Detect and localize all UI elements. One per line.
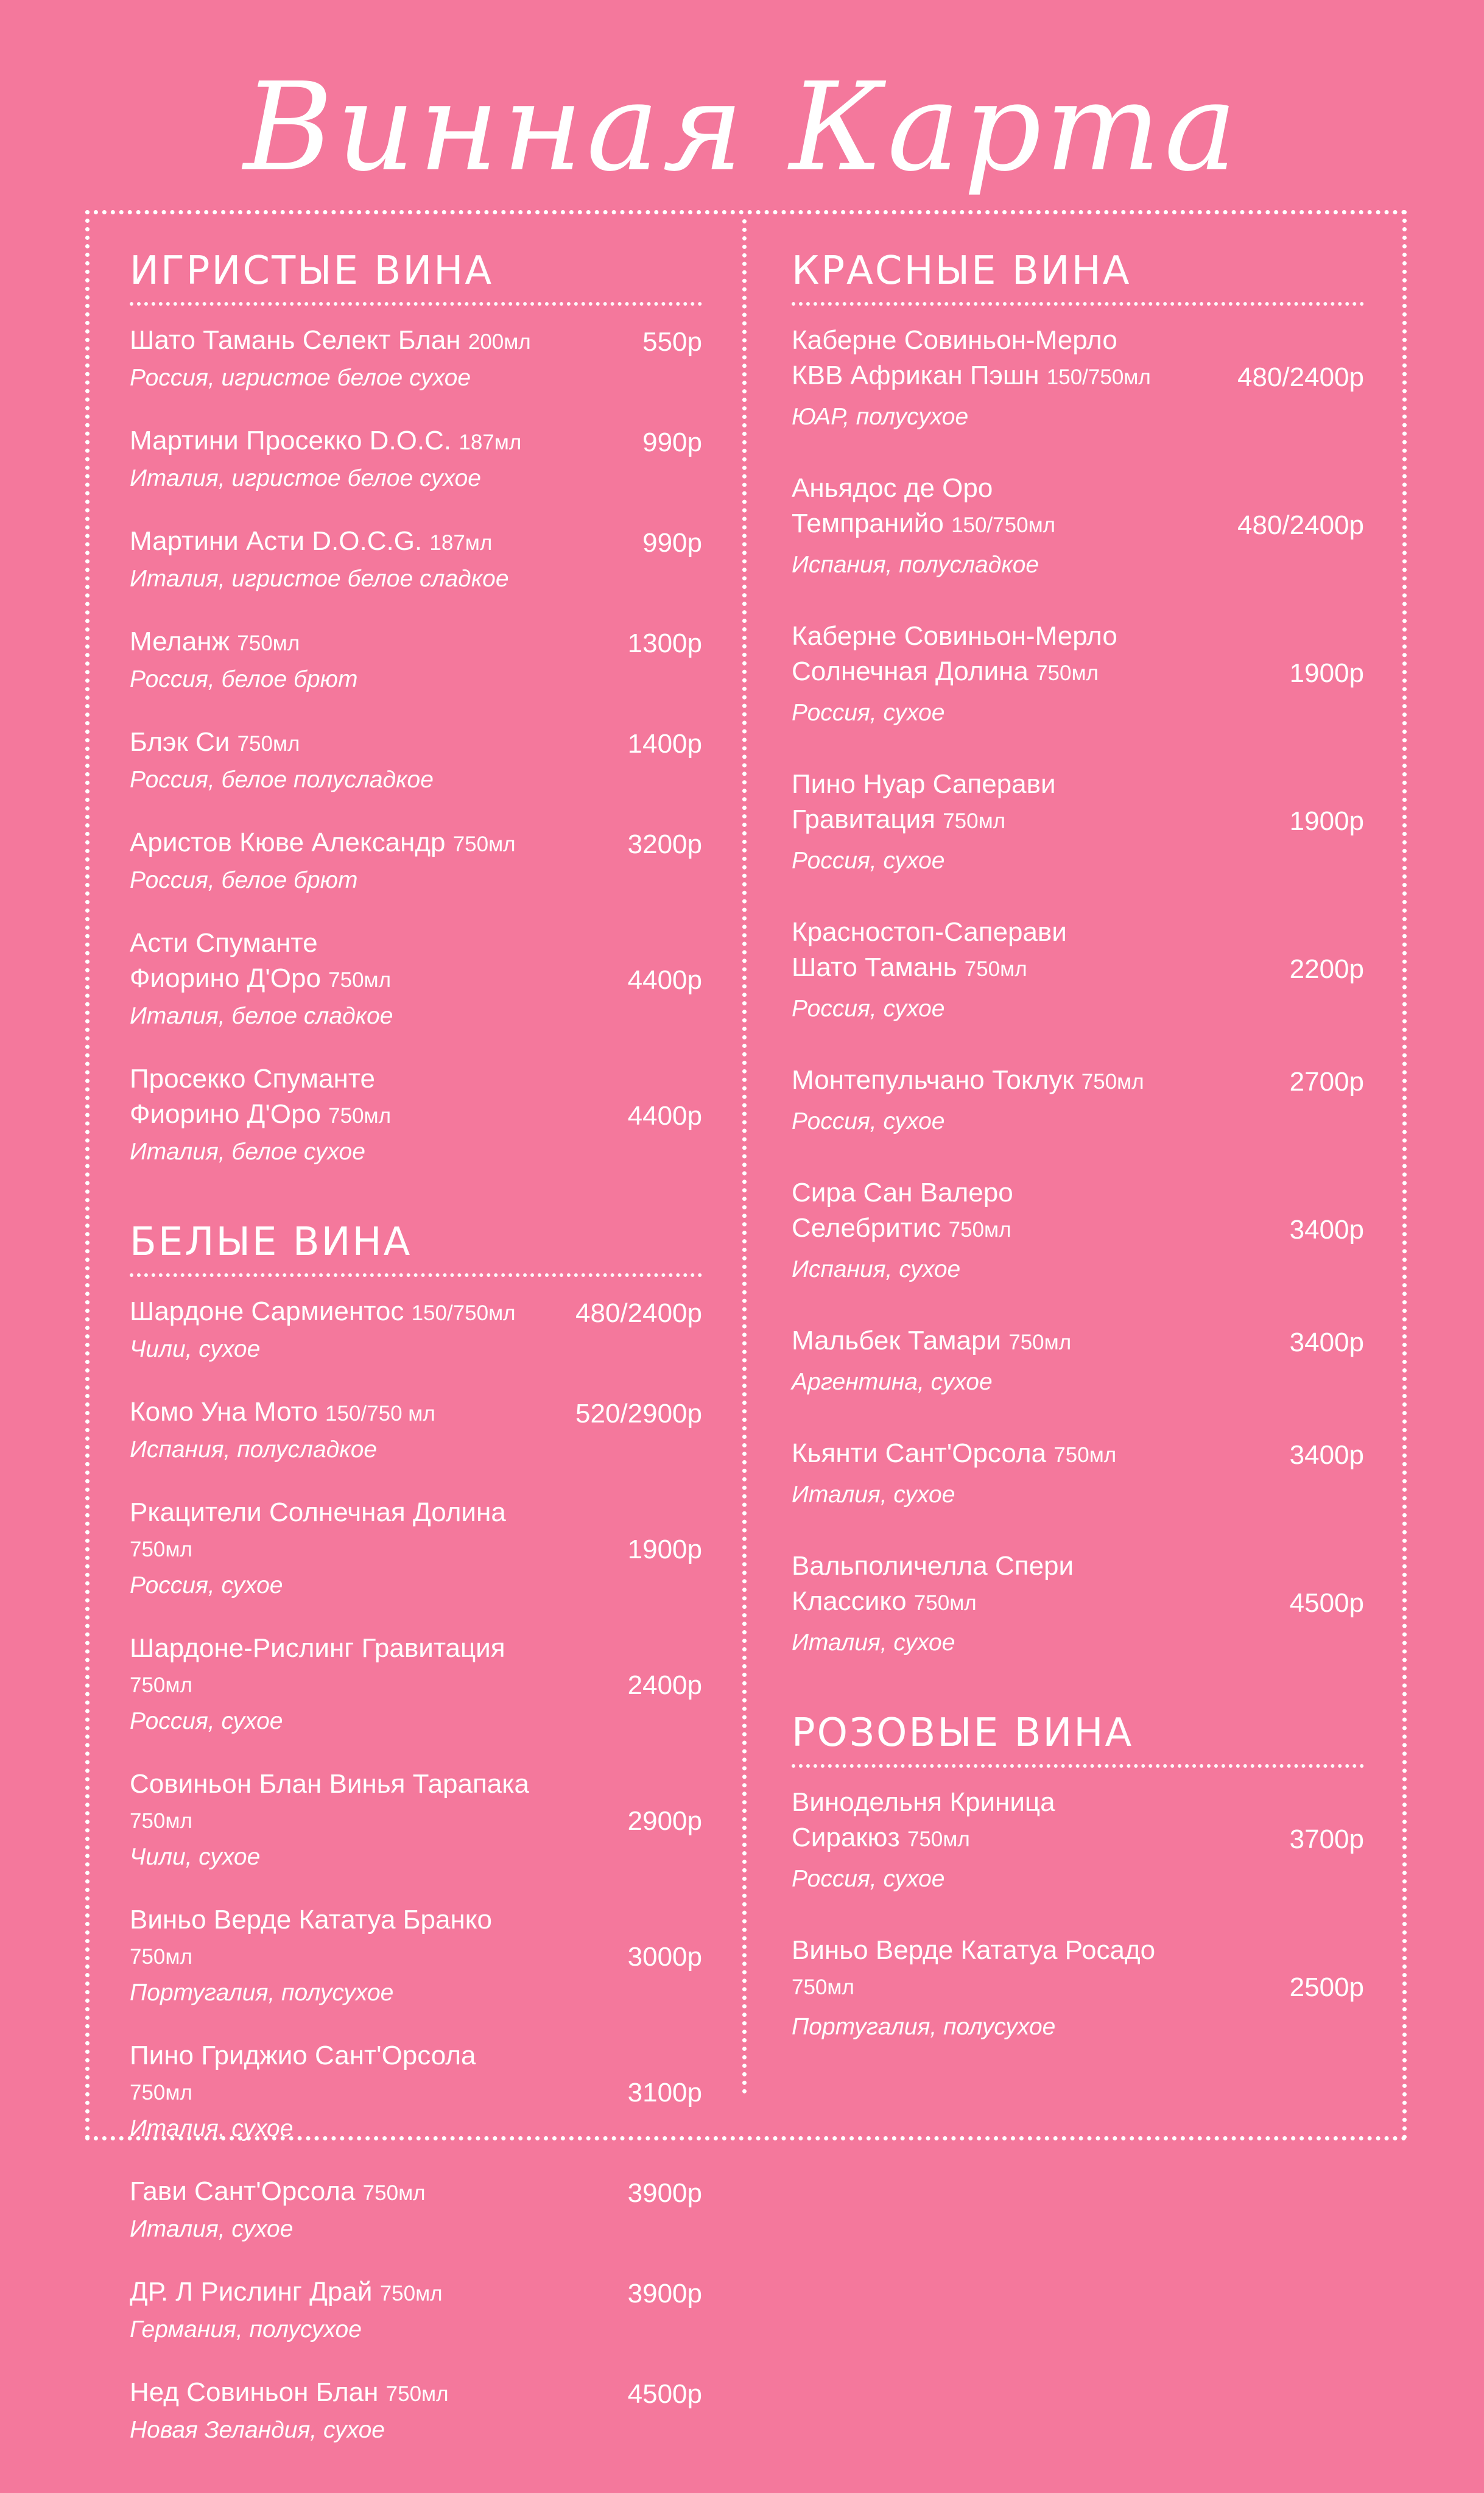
wine-price: 1300р	[627, 628, 702, 658]
wine-price: 3000р	[627, 1942, 702, 1972]
left-column	[130, 244, 702, 2493]
wine-volume: 750мл	[1081, 1070, 1144, 1094]
wine-origin: Италия, сухое	[130, 2216, 294, 2242]
wine-name-row	[130, 1631, 702, 1703]
wine-price: 3200р	[627, 829, 702, 859]
wine-name-line	[792, 1584, 1206, 1621]
wine-name-row	[792, 767, 1364, 839]
wine-volume: 750мл	[1008, 1331, 1072, 1354]
wine-name: Мартини Просекко D.O.C.	[130, 426, 452, 455]
wine-name: Блэк Си	[130, 727, 230, 757]
wine-name-line	[130, 1061, 544, 1097]
wine-name: Комо Уна Мото	[130, 1397, 318, 1427]
wine-name-row	[792, 1933, 1364, 2005]
wine-name-line	[130, 725, 544, 762]
section-title: БЕЛЫЕ ВИНА	[130, 1220, 412, 1265]
wine-origin: Аргентина, сухое	[792, 1369, 993, 1395]
wine-name: Виньо Верде Кататуа Росадо	[792, 1935, 1156, 1965]
wine-name-row	[792, 1549, 1364, 1621]
wine-name-line	[792, 323, 1206, 358]
wine-item	[792, 619, 1364, 730]
section-title: КРАСНЫЕ ВИНА	[792, 248, 1131, 294]
wine-name: Гравитация	[792, 804, 935, 834]
wine-price: 3400р	[1289, 1327, 1364, 1357]
wine-volume: 750мл	[385, 2382, 449, 2406]
wine-item	[792, 471, 1364, 582]
section-title: РОЗОВЫЕ ВИНА	[792, 1711, 1134, 1756]
wine-item	[792, 1785, 1364, 1896]
section-rose	[792, 1706, 1364, 2044]
section-sparkling	[130, 244, 702, 1169]
wine-price: 480/2400р	[575, 1298, 702, 1328]
wine-origin: ЮАР, полусухое	[792, 404, 969, 430]
wine-name-row	[130, 825, 702, 862]
wine-list	[130, 1294, 702, 2447]
wine-item	[792, 323, 1364, 434]
wine-name-row	[792, 619, 1364, 691]
wine-price: 2900р	[627, 1806, 702, 1836]
wine-name: Пино Нуар Саперави	[792, 769, 1056, 799]
wine-origin: Италия, сухое	[792, 1630, 955, 1656]
wine-name-row	[130, 2375, 702, 2412]
wine-name-line	[130, 1495, 544, 1567]
wine-price: 480/2400р	[1237, 362, 1364, 392]
wine-list	[792, 323, 1364, 1660]
wine-origin: Испания, сухое	[792, 1256, 961, 1282]
wine-volume: 750мл	[964, 957, 1027, 981]
wine-volume: 750мл	[130, 2081, 192, 2104]
wine-name: Классико	[792, 1586, 907, 1616]
wine-price: 1900р	[1289, 658, 1364, 688]
wine-item	[792, 767, 1364, 878]
wine-name-line	[130, 961, 544, 998]
wine-price: 3100р	[627, 2078, 702, 2108]
wine-name-line	[792, 1785, 1206, 1820]
wine-volume: 750мл	[130, 1538, 192, 1561]
wine-name-line	[130, 1631, 544, 1703]
wine-item	[130, 423, 702, 496]
wine-name: Шато Тамань Селект Блан	[130, 325, 461, 355]
wine-item	[792, 915, 1364, 1026]
wine-item	[130, 2038, 702, 2146]
wine-name: Аньядос де Оро	[792, 473, 993, 503]
wine-name-line	[130, 2375, 544, 2412]
wine-origin: Россия, сухое	[130, 1572, 283, 1598]
wine-volume: 750мл	[792, 1975, 854, 1999]
wine-price: 1900р	[627, 1535, 702, 1564]
right-column	[792, 244, 1364, 2090]
menu-title: Винная Карта	[243, 57, 1241, 199]
wine-origin: Россия, сухое	[130, 1708, 283, 1734]
wine-name-row	[130, 1902, 702, 1975]
section-red	[792, 244, 1364, 1660]
wine-name: Шардоне-Рислинг Гравитация	[130, 1633, 505, 1663]
wine-name: Гави Сант'Орсола	[130, 2176, 356, 2206]
wine-name-line	[130, 1394, 544, 1432]
wine-item	[130, 323, 702, 395]
wine-name-row	[130, 1061, 702, 1134]
wine-origin: Россия, сухое	[792, 996, 945, 1022]
wine-price: 2400р	[627, 1670, 702, 1700]
wine-origin: Италия, белое сладкое	[130, 1003, 393, 1029]
wine-price: 2200р	[1289, 954, 1364, 984]
wine-price: 3900р	[627, 2279, 702, 2308]
wine-item	[130, 524, 702, 596]
wine-name: Солнечная Долина	[792, 656, 1029, 686]
wine-name-row	[130, 423, 702, 460]
wine-name-row	[792, 915, 1364, 987]
wine-list	[130, 323, 702, 1169]
wine-volume: 750мл	[362, 2181, 426, 2205]
wine-item	[792, 1063, 1364, 1139]
wine-volume: 187мл	[459, 431, 522, 454]
wine-name-row	[792, 1323, 1364, 1360]
wine-volume: 150/750мл	[951, 513, 1056, 537]
wine-name-row	[130, 1394, 702, 1432]
wine-price: 3400р	[1289, 1215, 1364, 1245]
wine-name: Кьянти Сант'Орсола	[792, 1438, 1047, 1468]
wine-name: Аристов Кюве Александр	[130, 828, 446, 857]
wine-name-row	[130, 725, 702, 762]
wine-name: Асти Спуманте	[130, 928, 318, 958]
wine-name: Виньо Верде Кататуа Бранко	[130, 1905, 492, 1935]
wine-volume: 750мл	[943, 809, 1006, 833]
wine-origin: Россия, игристое белое сухое	[130, 365, 471, 391]
wine-name-line	[130, 323, 544, 360]
wine-volume: 750мл	[913, 1591, 977, 1615]
wine-name: Мальбек Тамари	[792, 1326, 1002, 1356]
wine-item	[130, 1061, 702, 1169]
wine-item	[130, 1767, 702, 1874]
wine-item	[130, 1902, 702, 2010]
wine-origin: Россия, сухое	[792, 848, 945, 874]
wine-price: 3900р	[627, 2178, 702, 2208]
wine-volume: 750мл	[379, 2282, 443, 2305]
wine-name: Каберне Совиньон-Мерло	[792, 325, 1117, 355]
wine-name-line	[792, 1436, 1206, 1473]
wine-name: Монтепульчано Токлук	[792, 1065, 1074, 1095]
wine-name-row	[792, 1436, 1364, 1473]
wine-price: 480/2400р	[1237, 510, 1364, 540]
wine-volume: 750мл	[328, 1104, 392, 1128]
wine-name-line	[792, 506, 1206, 543]
wine-name-row	[130, 1495, 702, 1567]
wine-name-line	[130, 1902, 544, 1975]
wine-item	[130, 2375, 702, 2447]
wine-item	[792, 1933, 1364, 2044]
wine-origin: Италия, сухое	[130, 2115, 294, 2142]
wine-price: 1400р	[627, 729, 702, 759]
wine-name-row	[130, 926, 702, 998]
wine-name-line	[792, 767, 1206, 802]
wine-name-line	[130, 926, 544, 961]
wine-name-line	[792, 358, 1206, 395]
wine-volume: 150/750мл	[411, 1301, 516, 1325]
wine-origin: Чили, сухое	[130, 1844, 261, 1870]
wine-price: 2700р	[1289, 1067, 1364, 1097]
wine-price: 4500р	[1289, 1588, 1364, 1618]
wine-volume: 750мл	[237, 732, 300, 756]
section-divider	[792, 1764, 1364, 1768]
wine-price: 550р	[642, 327, 702, 357]
wine-origin: Россия, сухое	[792, 1108, 945, 1134]
section-divider	[130, 1273, 702, 1277]
wine-name: Фиорино Д'Оро	[130, 963, 321, 993]
wine-name: Шато Тамань	[792, 952, 957, 982]
wine-volume: 750мл	[1053, 1443, 1117, 1467]
wine-name: Селебритис	[792, 1213, 941, 1243]
wine-name-line	[130, 2174, 544, 2211]
wine-name-row	[130, 524, 702, 561]
wine-price: 3400р	[1289, 1440, 1364, 1470]
wine-name: Красностоп-Саперави	[792, 917, 1067, 947]
wine-volume: 200мл	[468, 330, 531, 354]
wine-name-line	[792, 950, 1206, 987]
wine-item	[130, 2174, 702, 2246]
wine-origin: Португалия, полусухое	[130, 1980, 394, 2006]
wine-name-line	[130, 423, 544, 460]
wine-price: 1900р	[1289, 806, 1364, 836]
wine-name: Винодельня Криница	[792, 1787, 1055, 1817]
wine-price: 3700р	[1289, 1824, 1364, 1854]
wine-name-line	[792, 1063, 1206, 1100]
wine-name-line	[792, 802, 1206, 839]
wine-item	[792, 1323, 1364, 1399]
wine-name-line	[792, 1211, 1206, 1248]
wine-price: 4500р	[627, 2379, 702, 2409]
wine-name-line	[130, 624, 544, 661]
wine-name-line	[130, 1097, 544, 1134]
wine-name-row	[792, 323, 1364, 395]
wine-price: 520/2900р	[575, 1399, 702, 1429]
wine-origin: Италия, сухое	[792, 1482, 955, 1508]
wine-item	[130, 725, 702, 797]
wine-item	[792, 1175, 1364, 1287]
section-title: ИГРИСТЫЕ ВИНА	[130, 248, 494, 294]
wine-name: Каберне Совиньон-Мерло	[792, 621, 1117, 651]
wine-item	[130, 1631, 702, 1739]
wine-name-line	[792, 1933, 1206, 2005]
wine-origin: Россия, белое брют	[130, 867, 358, 893]
wine-name: Меланж	[130, 627, 230, 656]
wine-name: Фиорино Д'Оро	[130, 1099, 321, 1129]
wine-name-line	[792, 915, 1206, 950]
wine-name-row	[792, 1175, 1364, 1248]
wine-name-line	[130, 1294, 544, 1331]
wine-name: КВВ Африкан Пэшн	[792, 360, 1039, 390]
wine-name-line	[792, 654, 1206, 691]
wine-volume: 750мл	[130, 1673, 192, 1697]
wine-name-line	[130, 2038, 544, 2111]
wine-name-row	[130, 1294, 702, 1331]
wine-origin: Италия, белое сухое	[130, 1139, 365, 1165]
column-divider	[742, 219, 747, 2095]
wine-list	[792, 1785, 1364, 2044]
wine-name-row	[792, 471, 1364, 543]
wine-name: Ркацители Солнечная Долина	[130, 1497, 506, 1527]
wine-item	[130, 1294, 702, 1366]
section-divider	[130, 302, 702, 306]
wine-volume: 150/750 мл	[325, 1402, 435, 1426]
wine-origin: Испания, полусладкое	[792, 552, 1039, 578]
section-divider	[792, 302, 1364, 306]
wine-volume: 750мл	[130, 1809, 192, 1833]
wine-origin: Испания, полусладкое	[130, 1436, 378, 1463]
wine-price: 990р	[642, 427, 702, 457]
section-white	[130, 1215, 702, 2447]
wine-name-line	[792, 471, 1206, 506]
wine-price: 4400р	[627, 1101, 702, 1131]
wine-origin: Германия, полусухое	[130, 2316, 362, 2343]
wine-name: Просекко Спуманте	[130, 1064, 375, 1094]
wine-name-line	[130, 825, 544, 862]
wine-name-line	[792, 1549, 1206, 1584]
wine-volume: 750мл	[328, 968, 392, 992]
wine-volume: 750мл	[948, 1218, 1011, 1242]
wine-name-row	[130, 1767, 702, 1839]
wine-name-row	[130, 323, 702, 360]
wine-name-line	[792, 1820, 1206, 1857]
wine-item	[792, 1436, 1364, 1512]
wine-volume: 750мл	[907, 1827, 970, 1851]
wine-volume: 750мл	[1036, 661, 1099, 685]
wine-name-line	[130, 524, 544, 561]
wine-name: Вальполичелла Спери	[792, 1551, 1074, 1581]
wine-origin: Италия, игристое белое сухое	[130, 465, 482, 491]
wine-price: 990р	[642, 528, 702, 558]
wine-name: Сиракюз	[792, 1823, 900, 1852]
wine-origin: Чили, сухое	[130, 1336, 261, 1362]
wine-origin: Россия, белое брют	[130, 666, 358, 692]
wine-name-line	[130, 2274, 544, 2312]
wine-item	[130, 1394, 702, 1467]
wine-volume: 750мл	[130, 1945, 192, 1969]
wine-name: Темпранийо	[792, 508, 944, 538]
wine-item	[130, 1495, 702, 1603]
wine-name: Пино Гриджио Сант'Орсола	[130, 2041, 476, 2070]
wine-volume: 750мл	[452, 832, 516, 856]
wine-name-line	[792, 1323, 1206, 1360]
wine-name-line	[792, 619, 1206, 654]
wine-origin: Новая Зеландия, сухое	[130, 2417, 385, 2443]
wine-name-row	[792, 1785, 1364, 1857]
wine-origin: Россия, белое полусладкое	[130, 767, 434, 793]
wine-item	[130, 624, 702, 697]
wine-name: Шардоне Сармиентос	[130, 1296, 404, 1326]
wine-origin: Португалия, полусухое	[792, 2014, 1056, 2040]
wine-item	[130, 825, 702, 898]
wine-origin: Россия, сухое	[792, 700, 945, 726]
wine-name: Совиньон Блан Винья Тарапака	[130, 1769, 529, 1799]
wine-name: ДР. Л Рислинг Драй	[130, 2277, 373, 2307]
wine-name-row	[130, 2038, 702, 2111]
wine-origin: Россия, сухое	[792, 1866, 945, 1892]
wine-item	[792, 1549, 1364, 1660]
wine-name-row	[130, 2274, 702, 2312]
wine-name-row	[130, 2174, 702, 2211]
wine-name: Мартини Асти D.O.C.G.	[130, 526, 423, 556]
wine-origin: Италия, игристое белое сладкое	[130, 566, 509, 592]
wine-name-line	[792, 1175, 1206, 1211]
wine-volume: 150/750мл	[1046, 365, 1151, 389]
wine-name: Нед Совиньон Блан	[130, 2377, 379, 2407]
wine-name: Сира Сан Валеро	[792, 1178, 1013, 1208]
wine-name-row	[130, 624, 702, 661]
wine-volume: 750мл	[237, 631, 300, 655]
wine-volume: 187мл	[429, 531, 493, 555]
wine-price: 4400р	[627, 965, 702, 995]
wine-name-line	[130, 1767, 544, 1839]
wine-item	[130, 2274, 702, 2347]
wine-name-row	[792, 1063, 1364, 1100]
wine-price: 2500р	[1289, 1972, 1364, 2002]
wine-item	[130, 926, 702, 1033]
